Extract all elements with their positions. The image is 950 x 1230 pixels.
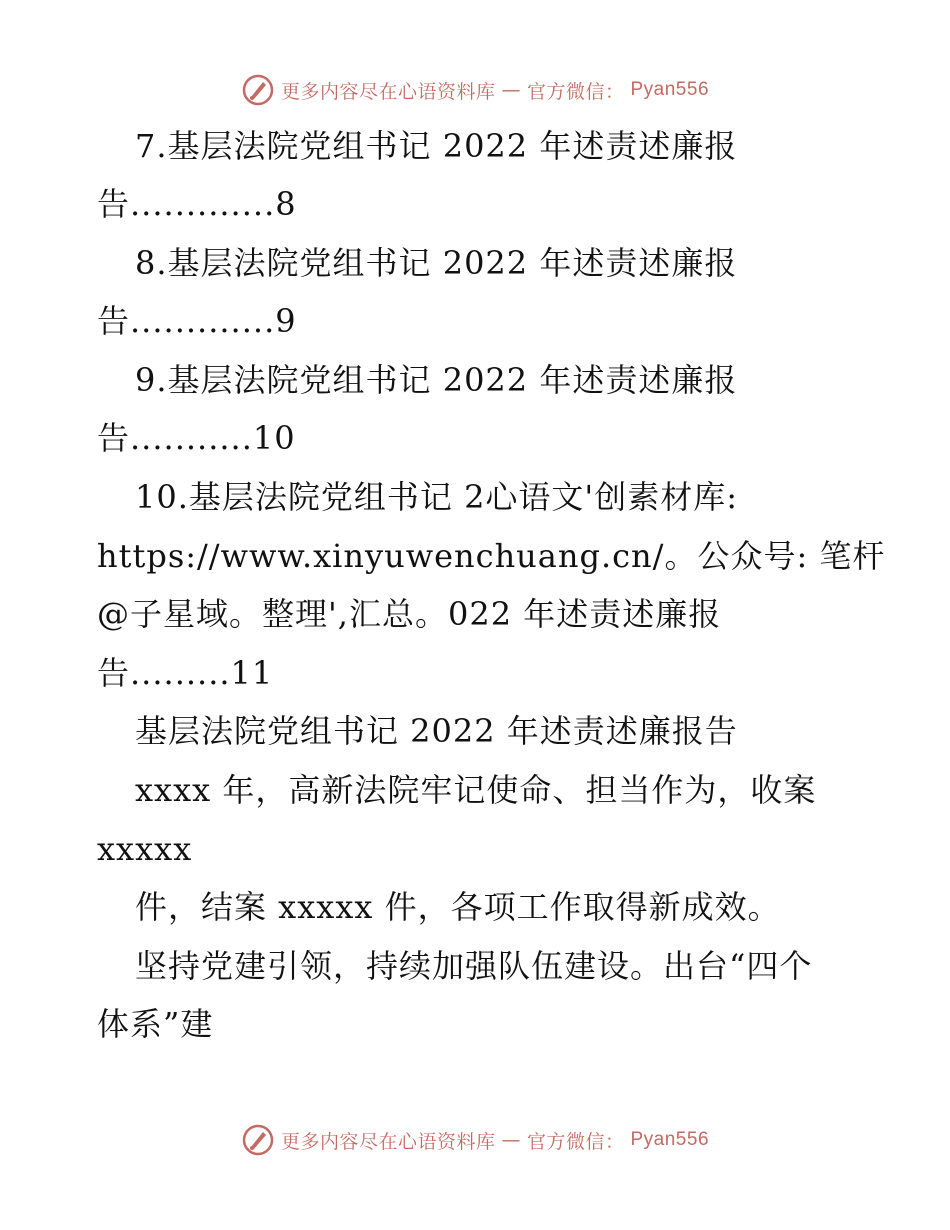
toc-item-8-line2: 告.............9 — [97, 302, 297, 340]
paragraph-1-line1: xxxx 年，高新法院牢记使命、担当作为，收案 — [135, 771, 817, 809]
toc-item-10-line4: 告.........11 — [97, 654, 274, 692]
toc-item-10-line1: 10.基层法院党组书记 2心语文'创素材库: — [135, 478, 739, 516]
toc-item-10-line2: https://www.xinyuwenchuang.cn/。公众号: 笔杆 — [97, 537, 886, 575]
toc-item-7-line1: 7.基层法院党组书记 2022 年述责述廉报 — [135, 127, 738, 165]
watermark-separator: — — [501, 1129, 521, 1151]
report-heading: 基层法院党组书记 2022 年述责述廉报告 — [135, 712, 738, 750]
paragraph-1-line2: xxxxx — [97, 830, 193, 868]
watermark-text: 更多内容尽在心语资料库 — [280, 1130, 496, 1153]
footer-watermark — [0, 1122, 950, 1158]
watermark-id: Pyan556 — [630, 1129, 710, 1150]
toc-item-8-line1: 8.基层法院党组书记 2022 年述责述廉报 — [135, 244, 738, 282]
toc-item-7-line2: 告.............8 — [97, 185, 297, 223]
header-watermark — [0, 72, 950, 108]
watermark-id: Pyan556 — [630, 79, 710, 100]
paragraph-3-line2: 体系”建 — [97, 1005, 214, 1043]
watermark-label: 官方微信： — [526, 1130, 625, 1153]
pen-seal-icon — [241, 73, 275, 107]
watermark-text: 更多内容尽在心语资料库 — [280, 80, 496, 103]
pen-seal-icon — [241, 1123, 275, 1157]
paragraph-3-line1: 坚持党建引领，持续加强队伍建设。出台“四个 — [135, 947, 813, 985]
toc-item-9-line2: 告...........10 — [97, 419, 296, 457]
toc-item-9-line1: 9.基层法院党组书记 2022 年述责述廉报 — [135, 361, 738, 399]
paragraph-2: 件，结案 xxxxx 件，各项工作取得新成效。 — [135, 888, 781, 926]
toc-item-10-line3: @子星域。整理',汇总。022 年述责述廉报 — [97, 595, 722, 633]
watermark-separator: — — [501, 79, 521, 101]
watermark-label: 官方微信： — [526, 80, 625, 103]
